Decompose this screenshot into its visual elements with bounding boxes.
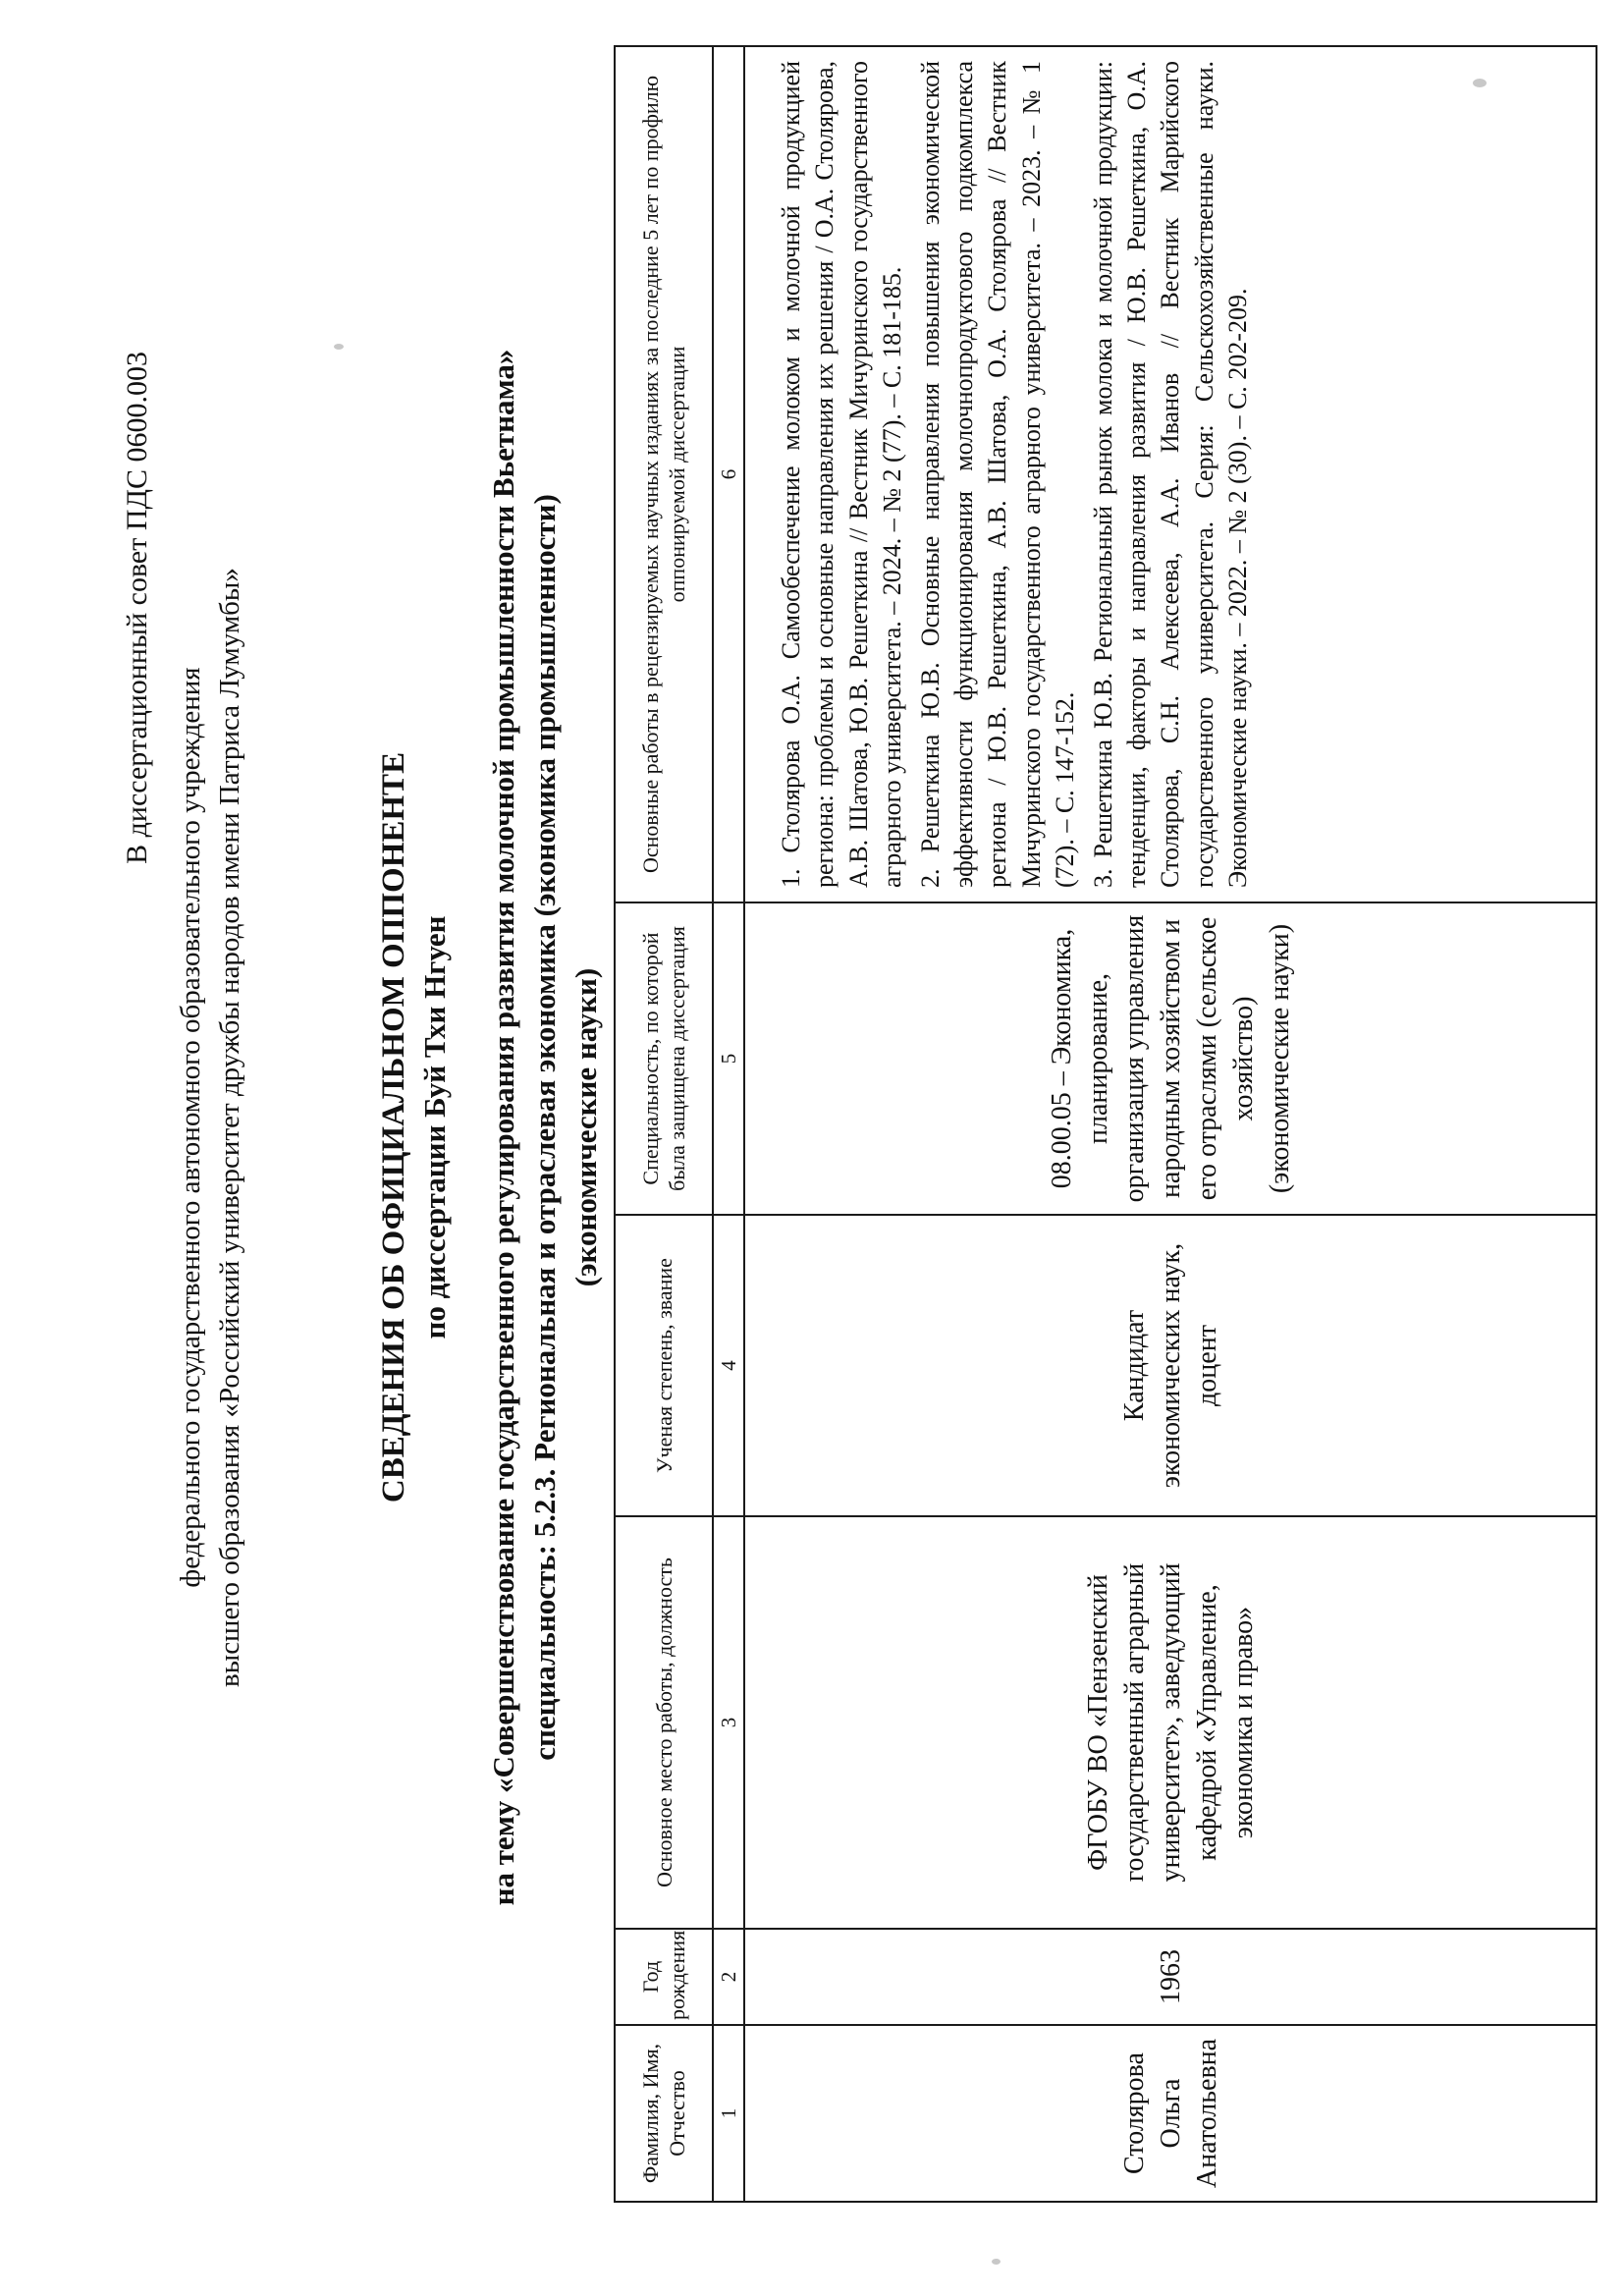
column-number: 1 — [713, 2025, 744, 2202]
header-degree: Ученая степень, звание — [615, 1215, 713, 1516]
scan-speck — [334, 344, 344, 350]
university-line-1: федерального государственного автономного образовательного учреждения — [175, 667, 206, 1588]
opponent-row — [744, 46, 1596, 2202]
document-title-block — [373, 106, 607, 2149]
dissertation-topic: на тему «Совершенствование государственного регулирования развития молочной промышленности Вьетнама» — [486, 349, 520, 1906]
column-number-row — [713, 46, 744, 2202]
opponent-specialty: 08.00.05 – Экономика, планирование, организация управления народным хозяйством и его отраслями (сельское хозяйство) (экономические науки) — [744, 902, 1596, 1215]
council-line: В диссертационный совет ПДС 0600.003 — [121, 352, 153, 864]
university-line-2: высшего образования «Российский университет дружбы народов имени Патриса Лумумбы» — [214, 568, 245, 1687]
header-publications: Основные работы в рецензируемых научных изданиях за последние 5 лет по профилю оппонируемой диссертации — [615, 46, 713, 902]
scan-speck — [992, 2259, 1001, 2265]
header-specialty: Специальность, по которой была защищена диссертация — [615, 902, 713, 1215]
publication-item: 3. Решеткина Ю.В. Региональный рынок молока и молочной продукции: тенденции, факторы и направления развития / Ю.В. Решеткина, О.А. Столярова, С.Н. Алексеева, А.А. Иванов // Вестник Марийского государственного университета. Серия: Сельскохозяйственные науки. Экономические науки. – 2022. – № 2 (30). – С. 202-209. — [1088, 61, 1253, 888]
header-workplace: Основное место работы, должность — [615, 1516, 713, 1929]
header-name: Фамилия, Имя, Отчество — [615, 2025, 713, 2202]
header-birth-year: Год рождения — [615, 1929, 713, 2025]
opponent-birth-year: 1963 — [744, 1929, 1596, 2025]
dissertation-author: по диссертации Буй Тхи Нгуен — [417, 915, 452, 1339]
dissertation-specialty: специальность: 5.2.3. Региональная и отраслевая экономика (экономика промышленности) — [527, 494, 562, 1761]
opponent-name: Столярова Ольга Анатольевна — [744, 2025, 1596, 2202]
column-number: 4 — [713, 1215, 744, 1516]
table-header-row — [615, 46, 713, 2202]
opponent-degree: Кандидат экономических наук, доцент — [744, 1215, 1596, 1516]
column-number: 2 — [713, 1929, 744, 2025]
column-number: 6 — [713, 46, 744, 902]
publication-item: 1. Столярова О.А. Самообеспечение молоком и молочной продукцией региона: проблемы и основные направления их решения / О.А. Столярова, А.В. Шатова, Ю.В. Решеткина // Вестник Мичуринского государственного аграрного университета. – 2024. – № 2 (77). – С. 181-185. — [777, 61, 907, 888]
dissertation-science-field: (экономические науки) — [568, 967, 603, 1287]
opponent-workplace: ФГОБУ ВО «Пензенский государственный аграрный университет», заведующий кафедрой «Управление, экономика и право» — [744, 1516, 1596, 1929]
opponent-publications — [744, 46, 1596, 902]
column-number: 3 — [713, 1516, 744, 1929]
column-number: 5 — [713, 902, 744, 1215]
opponent-table — [614, 45, 1597, 2203]
scan-speck — [1473, 79, 1487, 87]
publication-item: 2. Решеткина Ю.В. Основные направления повышения экономической эффективности функционирования молочнопродуктового подкомплекса региона / Ю.В. Решеткина, А.В. Шатова, О.А. Столярова // Вестник Мичуринского государственного аграрного университета. – 2023. – № 1 (72). – С. 147-152. — [915, 61, 1080, 888]
addressee-block — [121, 106, 249, 2149]
document-title: СВЕДЕНИЯ ОБ ОФИЦИАЛЬНОМ ОППОНЕНТЕ — [376, 751, 411, 1503]
